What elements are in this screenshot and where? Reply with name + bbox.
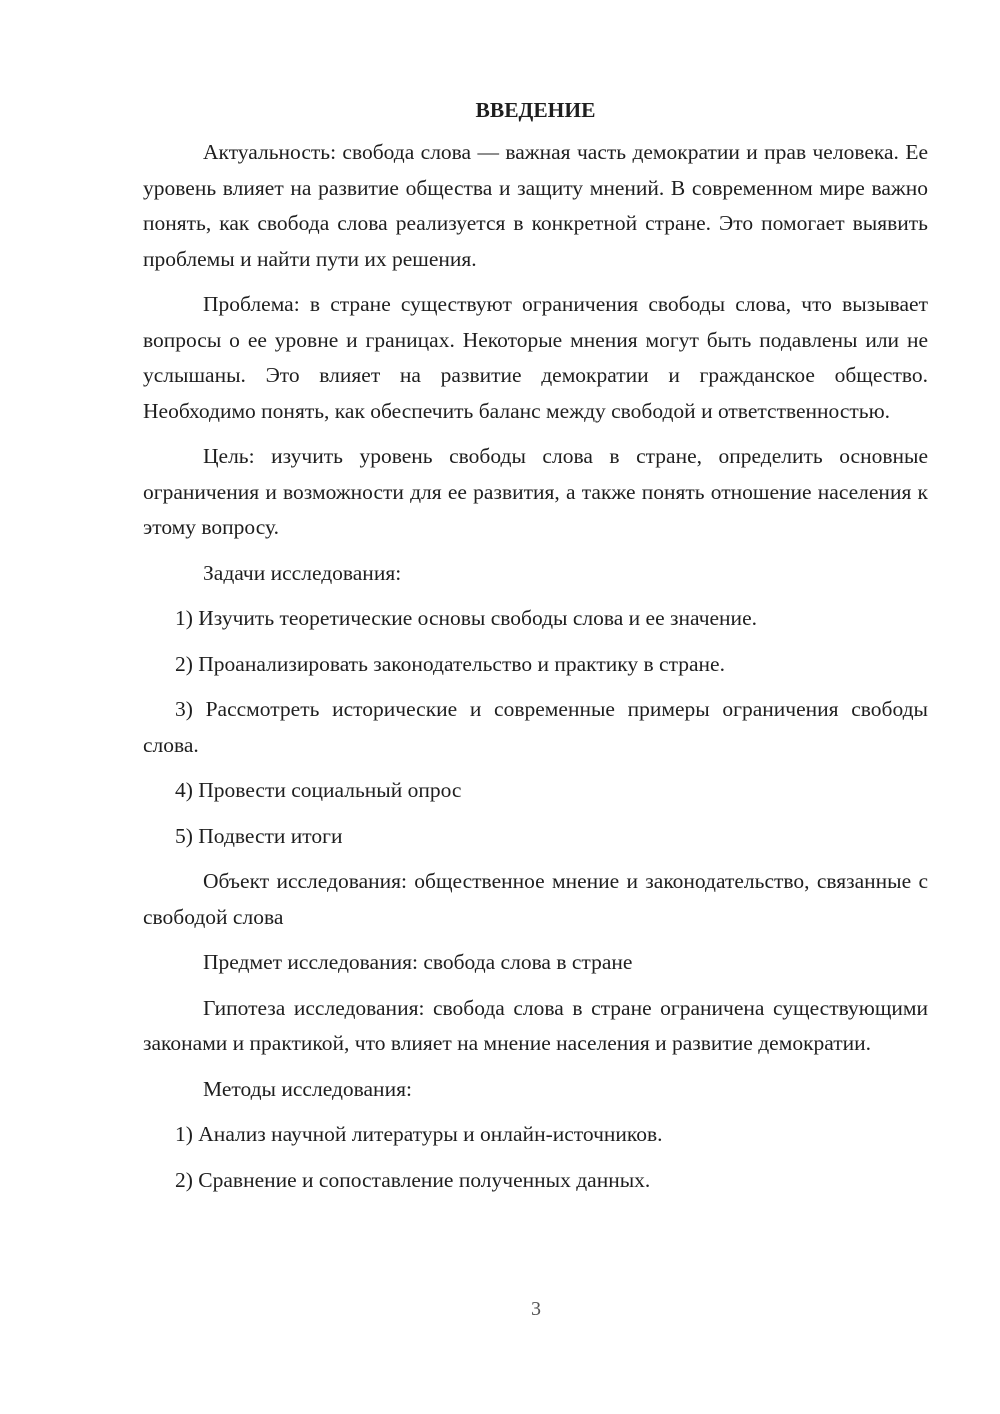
task-item-1: 1) Изучить теоретические основы свободы слова и ее значение. <box>175 606 757 630</box>
goal-paragraph: Цель: изучить уровень свободы слова в стране, определить основные ограничения и возможности для ее развития, а также понять отношение населения к этому вопросу. <box>143 444 928 539</box>
task-item-5: 5) Подвести итоги <box>175 823 343 848</box>
task-item-4: 4) Провести социальный опрос <box>175 778 462 802</box>
page-number: 3 <box>531 1298 541 1320</box>
task-item-3: 3) Рассмотреть исторические и современные примеры ограничения свободы слова. <box>143 697 928 757</box>
section-title: ВВЕДЕНИЕ <box>475 98 596 122</box>
method-item-2: 2) Сравнение и сопоставление полученных данных. <box>175 1167 651 1192</box>
hypothesis-paragraph: Гипотеза исследования: свобода слова в стране ограничена существующими законами и практикой, что влияет на мнение населения и развитие демократии. <box>143 995 928 1055</box>
problem-paragraph: Проблема: в стране существуют ограничения свободы слова, что вызывает вопросы о ее уровне и границах. Некоторые мнения могут быть подавлены или не услышаны. Это влияет на развитие демократии и гражданское общество. Необходимо понять, как обеспечить баланс между свободой и ответственностью. <box>143 292 928 423</box>
task-item-2: 2) Проанализировать законодательство и практику в стране. <box>175 651 725 676</box>
relevance-paragraph: Актуальность: свобода слова — важная часть демократии и прав человека. Ее уровень влияет на развитие общества и защиту мнений. В современном мире важно понять, как свобода слова реализуется в конкретной стране. Это помогает выявить проблемы и найти пути их решения. <box>143 140 928 271</box>
object-paragraph: Объект исследования: общественное мнение и законодательство, связанные с свободой слова <box>143 869 928 929</box>
tasks-heading: Задачи исследования: <box>203 560 402 585</box>
subject-paragraph: Предмет исследования: свобода слова в стране <box>203 950 633 974</box>
page-content <box>143 95 928 1208</box>
methods-heading: Методы исследования: <box>203 1076 412 1101</box>
method-item-1: 1) Анализ научной литературы и онлайн-источников. <box>175 1122 663 1146</box>
